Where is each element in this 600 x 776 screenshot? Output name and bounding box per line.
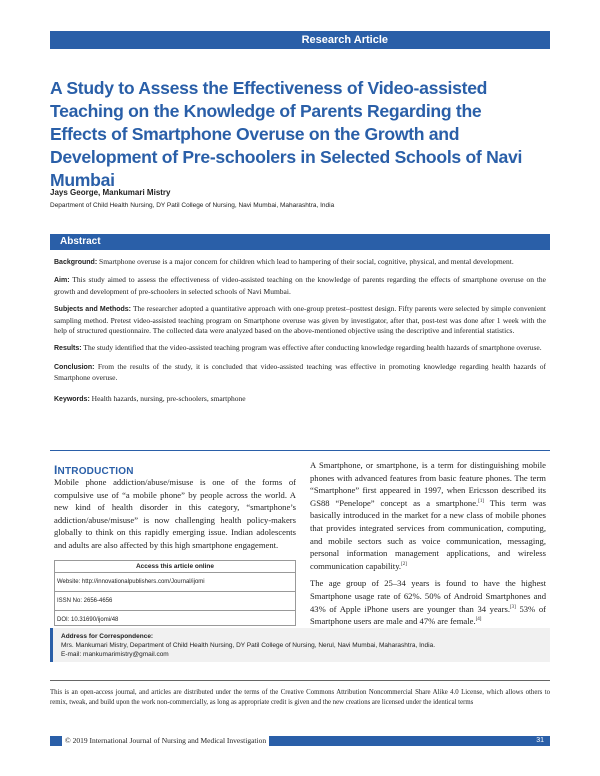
intro-right-column xyxy=(310,459,546,633)
access-doi[interactable]: DOI: 10.31690/ijomi/48 xyxy=(57,617,119,623)
introduction-heading: INTRODUCTION xyxy=(54,463,134,477)
abstract-body xyxy=(54,257,546,412)
correspondence-heading: Address for Correspondence: xyxy=(61,633,154,640)
citation[interactable]: [1] xyxy=(478,498,485,504)
citation[interactable]: [3] xyxy=(509,604,516,610)
abstract-heading: Abstract xyxy=(50,234,550,250)
abstract-keywords: Keywords: Health hazards, nursing, pre-schoolers, smartphone xyxy=(54,393,246,403)
abstract-aim: Aim: This study aimed to assess the effectiveness of video-assisted teaching on the knowledge of parents regarding the effects of smartphone overuse on the growth and development of pre-schoolers in selected schools of Navi Mumbai. xyxy=(54,275,546,296)
authors: Jays George, Mankumari Mistry xyxy=(50,188,171,197)
access-website-link[interactable]: Website: http://innovationalpublishers.com/Journal/ijomi xyxy=(55,573,295,592)
footer-copyright: © 2019 International Journal of Nursing and Medical Investigation xyxy=(62,736,269,746)
correspondence-address: Mrs. Mankumari Mistry, Department of Child Health Nursing, DY Patil College of Nursing, Nerul, Navi Mumbai, Maharashtra, India. xyxy=(61,642,436,649)
intro-left-column xyxy=(54,476,296,552)
article-type-label: Research Article xyxy=(301,34,388,46)
access-article-box xyxy=(54,560,296,626)
abstract-conclusion: Conclusion: From the results of the study, it is concluded that video-assisted teaching was effective in promoting knowledge regarding health hazards of Smartphone overuse. xyxy=(54,361,547,383)
license-divider xyxy=(50,680,550,681)
affiliation: Department of Child Health Nursing, DY Patil College of Nursing, Navi Mumbai, Maharashtra, India xyxy=(50,202,335,209)
correspondence-email[interactable]: E-mail: mankumarimistry@gmail.com xyxy=(61,651,169,658)
article-title: A Study to Assess the Effectiveness of Video-assisted Teaching on the Knowledge of Parents Regarding the Effects of Smartphone Overuse on the Growth and Development of Pre-schoolers in Selected Schools of Navi Mumbai xyxy=(50,78,523,190)
page-number: 31 xyxy=(536,737,544,744)
section-divider xyxy=(50,450,550,451)
intro-paragraph-smartphone: A Smartphone, or smartphone, is a term for distinguishing mobile phones with advanced features from basic feature phones. The term “Smartphone” first appeared in 1997, when Ericsson described its GS88 “Penelope” concept as a smartphone.[1] This term was basically introduced in the market for a new class of mobile phones that provides integrated services from communication, computing, and mobile sectors such as voice communication, messaging, personal information management applications, and wireless communication capability.[2] xyxy=(310,460,546,571)
abstract-background: Background: Smartphone overuse is a major concern for children which lead to hampering of their social, cognitive, physical, and mental development. xyxy=(54,257,514,266)
correspondence-box xyxy=(50,628,550,662)
article-type-banner xyxy=(50,31,550,49)
license-text: This is an open-access journal, and articles are distributed under the terms of the Creative Commons Attribution Noncommercial Share Alike 4.0 License, which allows others to remix, tweak, and build upon the work non-commercially, as long as appropriate credit is given and the new creations are licensed under the identical terms xyxy=(50,689,550,706)
abstract-methods: Subjects and Methods: The researcher adopted a quantitative approach with one-group pretest–posttest design. Fifty parents were selected by simple convenient sampling method. Pretest video-assisted teaching program on Smartphone overuse was given by investigator, after that, post-test was done after 1 week with the help of structured questionnaire. The collected data were analyzed based on the above-mentioned objective using the descriptive and inferential statistics. xyxy=(54,303,546,336)
page-footer xyxy=(50,736,550,746)
access-box-heading: Access this article online xyxy=(55,561,295,573)
citation[interactable]: [2] xyxy=(401,561,407,567)
intro-paragraph: Mobile phone addiction/abuse/misuse is one of the forms of compulsive use of “a mobile phone” by people across the world. A new kind of health disorder in this category, “smartphone’s addiction/abuse/misuse” is now challenging health policy-makers globally to think on this rapidly emerging issue. Indian adolescents and adults are also affected by this high smartphone engagement. xyxy=(54,477,296,550)
intro-paragraph-age: The age group of 25–34 years is found to have the highest Smartphone usage rate of 62%. 50% of Android Smartphones and 43% of Apple iPhone users are younger than 34 years.[3] 53% of Smartphone users are male and 47% are female.[4] xyxy=(310,578,546,627)
abstract-results: Results: The study identified that the video-assisted teaching program was effective after conducting knowledge regarding health hazards of smartphone overuse. xyxy=(54,343,542,353)
citation[interactable]: [4] xyxy=(475,617,482,623)
access-issn: ISSN No: 2656-4656 xyxy=(55,592,295,611)
